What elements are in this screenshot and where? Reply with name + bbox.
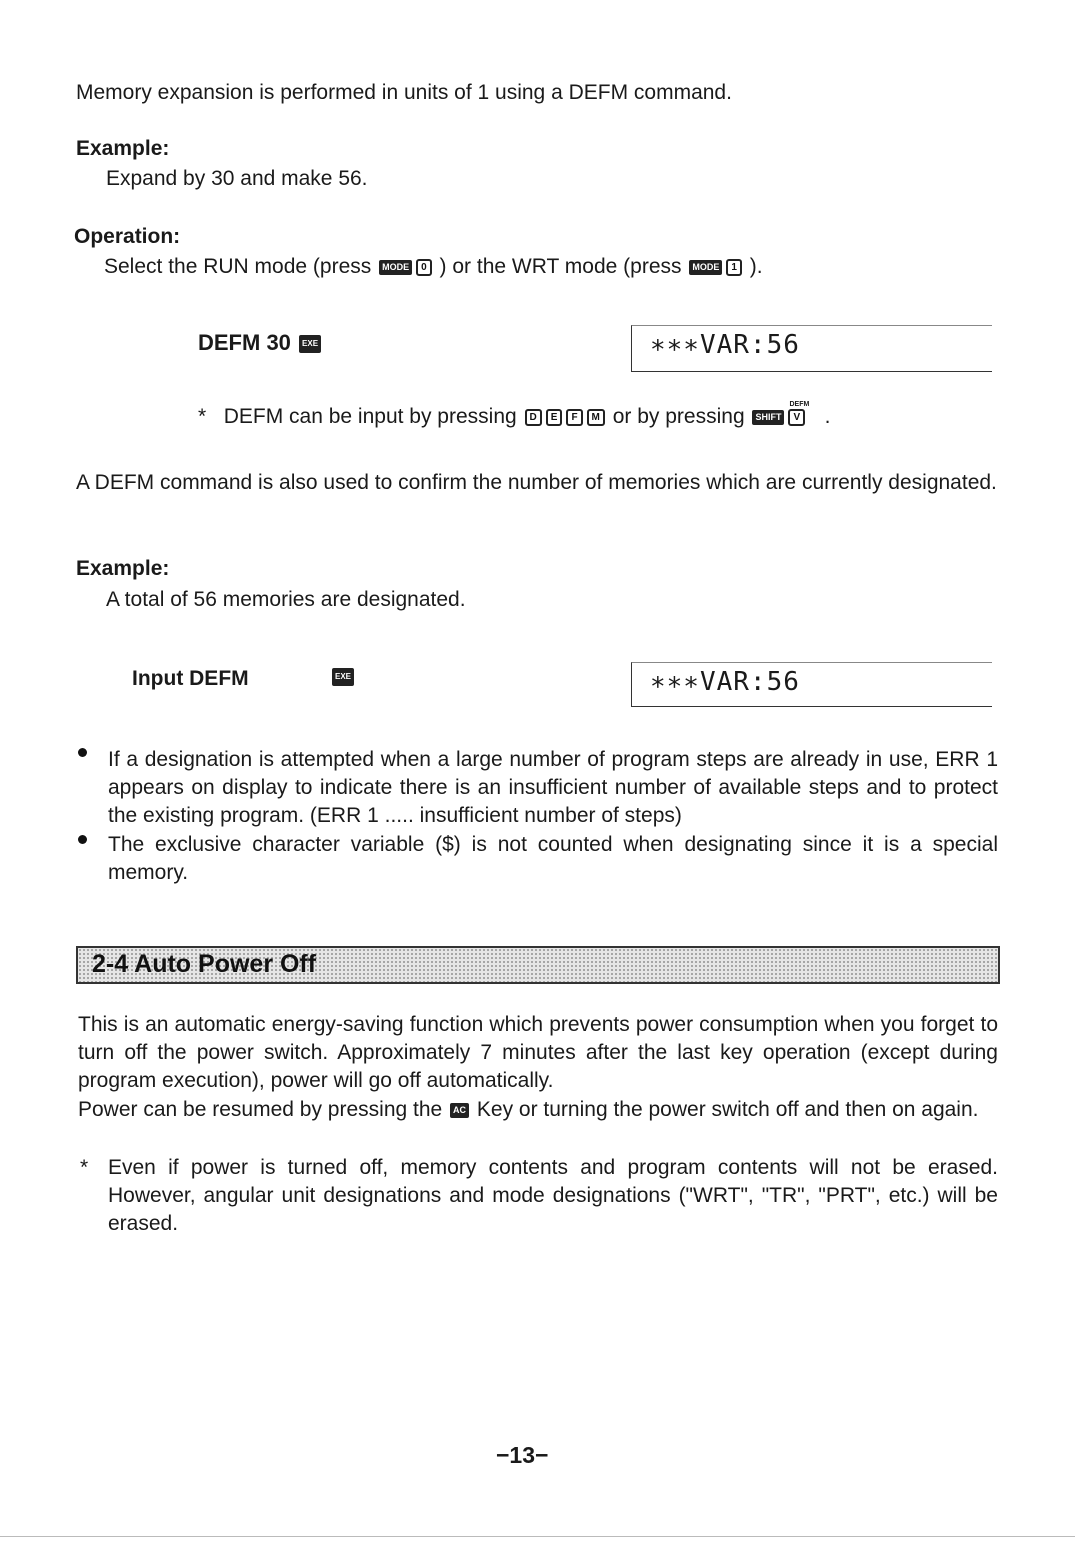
m-key-icon: M (587, 409, 605, 426)
section-banner (76, 946, 1000, 984)
example2-heading: Example: (76, 557, 170, 580)
section-title: 2-4 Auto Power Off (92, 950, 317, 978)
bullet-item: If a designation is attempted when a large number of program steps are already in use, ERR 1 appears on display to indicate there is an insufficient number of available steps and to protect the existing program. (ERR 1 ..... insufficient number of steps) (108, 748, 998, 827)
body-paragraph: This is an automatic energy-saving function which prevents power consumption when you forget to turn off the power switch. Approximately 7 minutes after the last key operation (except during program execution), power will go off automatically. (78, 1013, 998, 1092)
example-heading: Example: (76, 137, 170, 160)
one-key-icon: 1 (726, 259, 742, 276)
bullet-dot (78, 748, 87, 757)
exe-key-icon: EXE (332, 668, 354, 686)
step2-input: Input DEFM (132, 667, 249, 690)
shift-key-icon: SHIFT (752, 410, 784, 425)
exe-key-icon: EXE (299, 335, 321, 353)
defm-note: * DEFM can be input by pressing D E F M or by pressing SHIFT DEFM V . (198, 403, 831, 431)
mode-key-icon: MODE (689, 260, 722, 275)
page-number: −13− (496, 1442, 549, 1468)
operation-text: Select the RUN mode (press MODE 0 ) or the WRT mode (press MODE 1 ). (104, 255, 763, 278)
bottom-rule (0, 1536, 1075, 1537)
e-key-icon: E (546, 409, 563, 426)
f-key-icon: F (566, 409, 582, 426)
d-key-icon: D (525, 409, 542, 426)
note-star: * (80, 1156, 89, 1179)
lcd-display-1: ∗∗∗VAR:56 (631, 325, 992, 372)
step2-exe (330, 668, 356, 686)
v-key-group (786, 401, 810, 431)
example2-text: A total of 56 memories are designated. (106, 588, 466, 611)
mode-key-icon: MODE (379, 260, 412, 275)
operation-heading: Operation: (74, 225, 181, 248)
bullet-item: The exclusive character variable ($) is not counted when designating since it is a special memory. (108, 833, 998, 884)
power-resume-paragraph: Power can be resumed by pressing the AC Key or turning the power switch off and then on again. (78, 1098, 979, 1121)
confirm-paragraph: A DEFM command is also used to confirm the number of memories which are currently designated. (76, 471, 997, 494)
v-key-icon: V (788, 409, 805, 426)
ac-key-icon: AC (450, 1103, 469, 1118)
bullet-dot (78, 835, 87, 844)
step1-input: DEFM 30 EXE (198, 330, 323, 356)
example-text: Expand by 30 and make 56. (106, 167, 368, 190)
note-text: Even if power is turned off, memory contents and program contents will not be erased. However, angular unit designations and mode designations ("WRT", "TR", "PRT", etc.) will be erased. (108, 1156, 998, 1235)
defm-key-label: DEFM (789, 401, 810, 409)
zero-key-icon: 0 (416, 259, 432, 276)
lcd-display-2: ∗∗∗VAR:56 (631, 662, 992, 707)
intro-text: Memory expansion is performed in units of 1 using a DEFM command. (76, 81, 732, 104)
